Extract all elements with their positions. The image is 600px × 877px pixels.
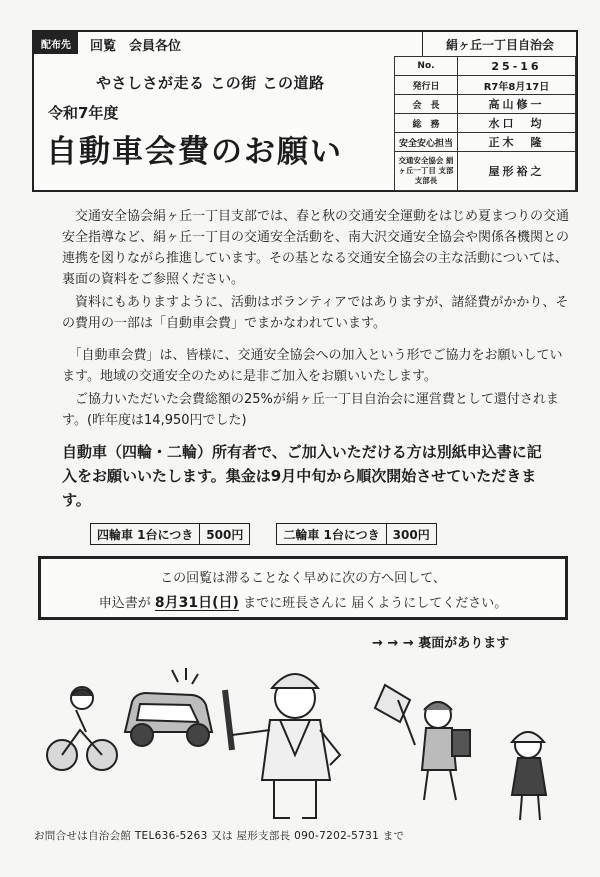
contact-footer: お問合せは自治会館 TEL636-5263 又は 屋形支部長 090-7202-5731 まで bbox=[34, 830, 405, 842]
notice-line-1: この回覧は滞ることなく早めに次の方へ回して、 bbox=[160, 571, 446, 586]
children-crossing-icon bbox=[375, 685, 546, 820]
info-value: 25-16 bbox=[458, 57, 576, 76]
info-value: 高山修一 bbox=[458, 95, 576, 114]
two-wheel-label: 二輪車 1台につき bbox=[277, 524, 386, 545]
info-value: 正木 隆 bbox=[458, 133, 576, 152]
info-row bbox=[395, 114, 576, 133]
notice-line-2 bbox=[41, 592, 565, 612]
info-key: 会 長 bbox=[395, 95, 458, 114]
deadline-notice bbox=[38, 556, 568, 620]
header-box bbox=[32, 30, 578, 192]
see-back-note: → → → 裏面があります bbox=[372, 636, 510, 651]
issuer-table bbox=[394, 56, 576, 191]
distribution-label: 配布先 bbox=[34, 32, 78, 54]
info-value: R7年8月17日 bbox=[458, 76, 576, 95]
fee-table bbox=[90, 523, 437, 545]
info-key: 交通安全協会 絹ヶ丘一丁目 支部 支部長 bbox=[395, 152, 458, 191]
page-title: 自動車会費のお願い bbox=[46, 134, 343, 170]
two-wheel-fee: 300円 bbox=[386, 524, 436, 545]
info-row bbox=[395, 152, 576, 191]
paragraph-membership: 「自動車会費」は、皆様に、交通安全協会への加入という形でご協力をお願いしています。地域の交通安全のために是非ご加入をお願いいたします。 bbox=[62, 348, 563, 384]
paragraph-refund: ご協力いただいた会費総額の25%が絹ヶ丘一丁目自治会に運営費として還付されます。(昨年度は14,950円でした) bbox=[62, 392, 559, 428]
info-value: 屋形裕之 bbox=[458, 152, 576, 191]
traffic-safety-illustration bbox=[40, 660, 570, 830]
motorcycle-icon bbox=[47, 687, 117, 770]
info-row bbox=[395, 95, 576, 114]
info-row bbox=[395, 76, 576, 95]
crossing-guard-icon bbox=[225, 674, 340, 818]
info-value: 水口 均 bbox=[458, 114, 576, 133]
info-row bbox=[395, 57, 576, 76]
paragraph-activities: 交通安全協会絹ヶ丘一丁目支部では、春と秋の交通安全運動をはじめ夏まつりの交通安全指導など、絹ヶ丘一丁目の交通安全活動を、南大沢交通安全協会や関係各機関との連携を図りながら推進しています。その基となる交通安全協会の主な活動については、裏面の資料をご参照ください。 bbox=[62, 209, 570, 287]
circulation-text: 回覧 会員各位 bbox=[90, 39, 182, 54]
info-key: 発行日 bbox=[395, 76, 458, 95]
four-wheel-label: 四輪車 1台につき bbox=[91, 524, 200, 545]
fiscal-year: 令和7年度 bbox=[48, 104, 119, 122]
org-name: 絹ヶ丘一丁目自治会 bbox=[422, 32, 577, 57]
notice-pre: 申込書が bbox=[98, 596, 151, 611]
info-key: 総 務 bbox=[395, 114, 458, 133]
four-wheel-fee: 500円 bbox=[200, 524, 250, 545]
slogan: やさしさが走る この街 この道路 bbox=[96, 74, 325, 92]
info-key: 安全安心担当 bbox=[395, 133, 458, 152]
notice-post: までに班長さんに 届くようにしてください。 bbox=[243, 596, 508, 611]
info-key: No. bbox=[395, 57, 458, 76]
application-instructions: 自動車（四輪・二輪）所有者で、ご加入いただける方は別紙申込書に記入をお願いいたします。集金は9月中旬から順次開始させていただきます。 bbox=[62, 443, 542, 509]
deadline-date: 8月31日(日) bbox=[154, 595, 239, 611]
info-row bbox=[395, 133, 576, 152]
car-icon bbox=[125, 668, 212, 746]
paragraph-expenses: 資料にもありますように、活動はボランティアではありますが、諸経費がかかり、その費用の一部は「自動車会費」でまかなわれています。 bbox=[62, 295, 569, 331]
